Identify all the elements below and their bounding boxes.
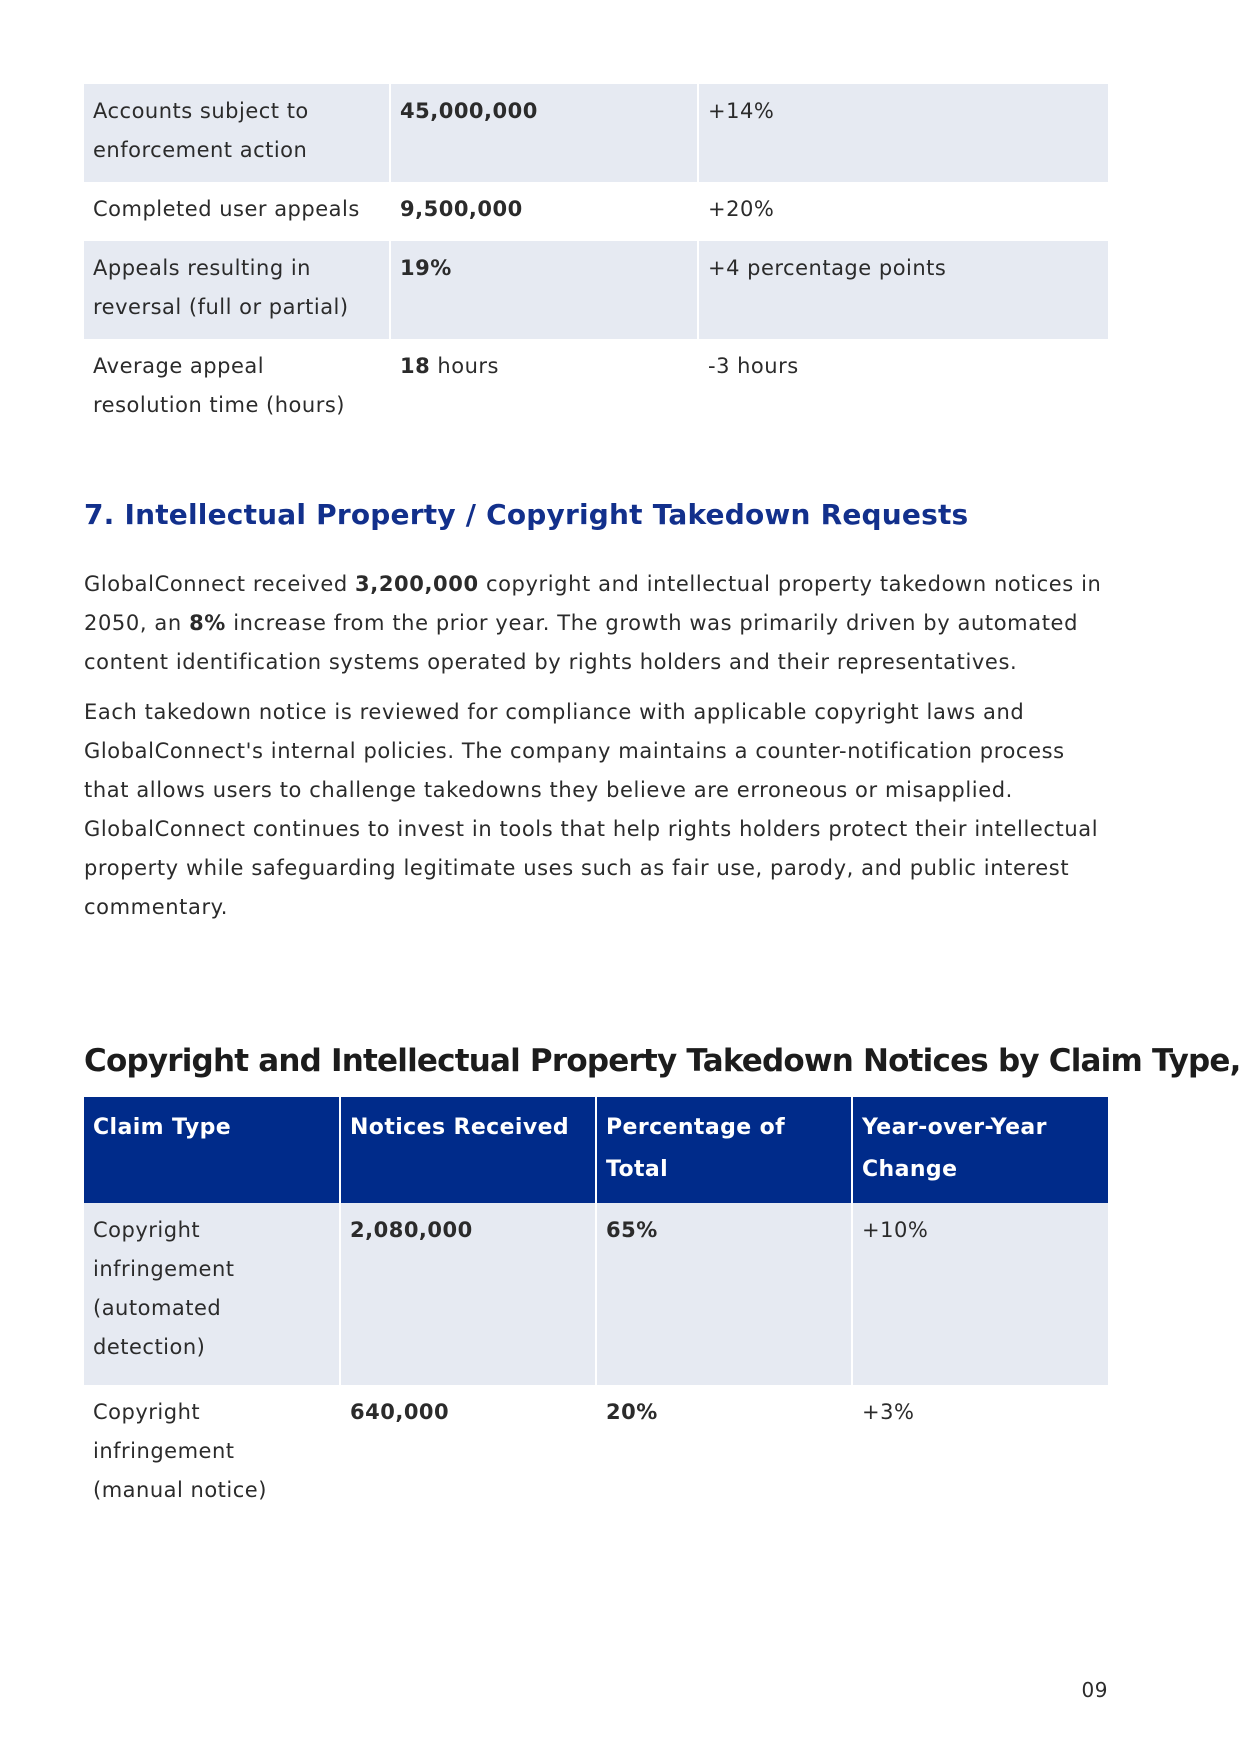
enforcement-metrics-table	[84, 84, 1108, 437]
column-header: Percentage of Total	[596, 1097, 852, 1203]
metric-cell: Accounts subject to enforcement action	[84, 84, 390, 182]
value-cell	[390, 339, 698, 437]
table-row	[84, 241, 1108, 339]
metric-cell: Appeals resulting in reversal (full or partial)	[84, 241, 390, 339]
percentage-cell: 65%	[596, 1203, 852, 1385]
table-row	[84, 84, 1108, 182]
change-cell: -3 hours	[708, 354, 799, 378]
metric-cell: Average appeal resolution time (hours)	[84, 339, 390, 437]
column-header: Year-over-Year Change	[852, 1097, 1108, 1203]
claim-type-cell: Copyright infringement (automated detection)	[84, 1203, 340, 1385]
para-text: copyright and intellectual property takedown notices in 2050, an	[84, 572, 1102, 635]
value-number: 19%	[400, 256, 452, 280]
column-header: Claim Type	[84, 1097, 340, 1203]
change-cell: +14%	[698, 84, 1108, 182]
percentage-cell: 20%	[596, 1385, 852, 1528]
section-heading: 7. Intellectual Property / Copyright Takedown Requests	[84, 498, 969, 531]
metric-cell: Completed user appeals	[84, 182, 390, 241]
value-suffix: hours	[430, 354, 499, 378]
para-text: GlobalConnect received	[84, 572, 356, 596]
value-number: 45,000,000	[400, 99, 538, 123]
notices-cell: 640,000	[340, 1385, 596, 1528]
page-number: 09	[1081, 1678, 1108, 1702]
change-cell: +20%	[708, 197, 775, 221]
table-caption: Copyright and Intellectual Property Takedown Notices by Claim Type,	[84, 1043, 1241, 1079]
document-page	[84, 84, 1241, 1528]
claim-type-cell: Copyright infringement (manual notice)	[84, 1385, 340, 1528]
claims-table	[84, 1097, 1108, 1528]
para-emphasis: 8%	[189, 611, 226, 635]
table-row	[84, 339, 1108, 437]
para-text: increase from the prior year. The growth was primarily driven by automated content identification systems operated by rights holders and their representatives.	[84, 611, 1078, 674]
value-cell	[390, 241, 698, 339]
value-cell	[390, 182, 698, 241]
notices-cell: 2,080,000	[340, 1203, 596, 1385]
table-row	[84, 182, 1108, 241]
intro-paragraph	[84, 565, 1108, 682]
change-cell: +4 percentage points	[698, 241, 1108, 339]
value-number: 18	[400, 354, 431, 378]
column-header: Notices Received	[340, 1097, 596, 1203]
value-cell	[390, 84, 698, 182]
change-cell: +3%	[862, 1400, 915, 1424]
table-header-row	[84, 1097, 1108, 1203]
table-row	[84, 1385, 1108, 1528]
review-paragraph: Each takedown notice is reviewed for compliance with applicable copyright laws and GlobalConnect's internal policies. The company maintains a counter-notification process that allows users to challenge takedowns they believe are erroneous or misapplied. GlobalConnect continues to invest in tools that help rights holders protect their intellectual property while safeguarding legitimate uses such as fair use, parody, and public interest commentary.	[84, 700, 1099, 919]
para-emphasis: 3,200,000	[355, 572, 479, 596]
value-number: 9,500,000	[400, 197, 523, 221]
change-cell: +10%	[852, 1203, 1108, 1385]
table-row	[84, 1203, 1108, 1385]
